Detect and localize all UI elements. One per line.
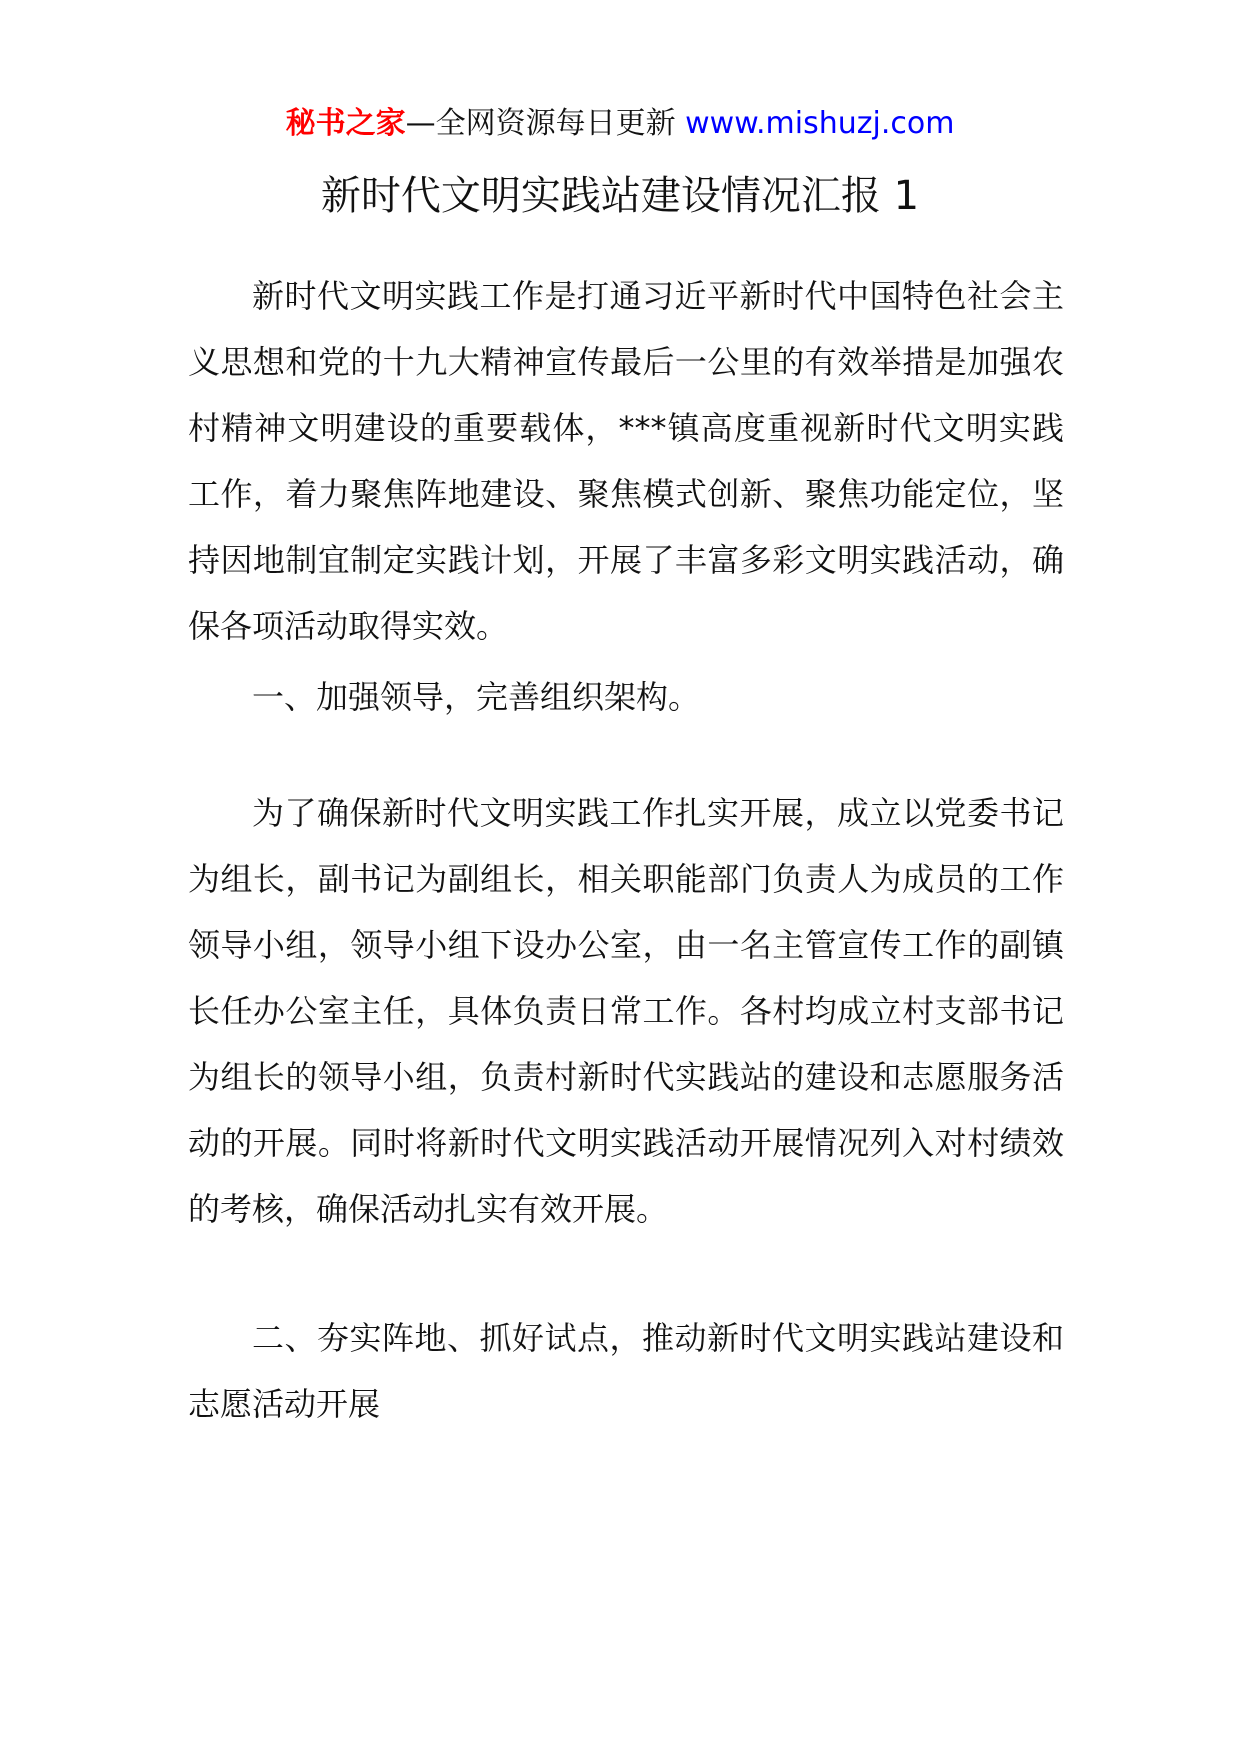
section-2-heading: 二、夯实阵地、抓好试点，推动新时代文明实践站建设和志愿活动开展 [188,1319,1064,1423]
intro-paragraph: 新时代文明实践工作是打通习近平新时代中国特色社会主义思想和党的十九大精神宣传最后一公里的有效举措是加强农村精神文明建设的重要载体，***镇高度重视新时代文明实践工作，着力聚焦阵地建设、聚焦模式创新、聚焦功能定位，坚持因地制宜制定实践计划，开展了丰富多彩文明实践活动，确保各项活动取得实效。 [188,277,1064,645]
section-1-paragraph: 为了确保新时代文明实践工作扎实开展，成立以党委书记为组长，副书记为副组长，相关职能部门负责人为成员的工作领导小组，领导小组下设办公室，由一名主管宣传工作的副镇长任办公室主任，具体负责日常工作。各村均成立村支部书记为组长的领导小组，负责村新时代实践站的建设和志愿服务活动的开展。同时将新时代文明实践活动开展情况列入对村绩效的考核，确保活动扎实有效开展。 [188,794,1064,1228]
section-1-heading: 一、加强领导，完善组织架构。 [252,678,701,716]
header-tagline: —全网资源每日更新 [405,106,676,141]
section-1-body-block [188,780,1064,1242]
section-2-heading-block [188,1305,1064,1437]
site-header [0,104,1240,144]
site-url-link[interactable]: www.mishuzj.com [685,106,955,141]
document-title: 新时代文明实践站建设情况汇报 1 [320,173,920,219]
intro-block [188,263,1064,659]
brand-name: 秘书之家 [285,106,406,141]
section-1-heading-block [188,664,1064,730]
